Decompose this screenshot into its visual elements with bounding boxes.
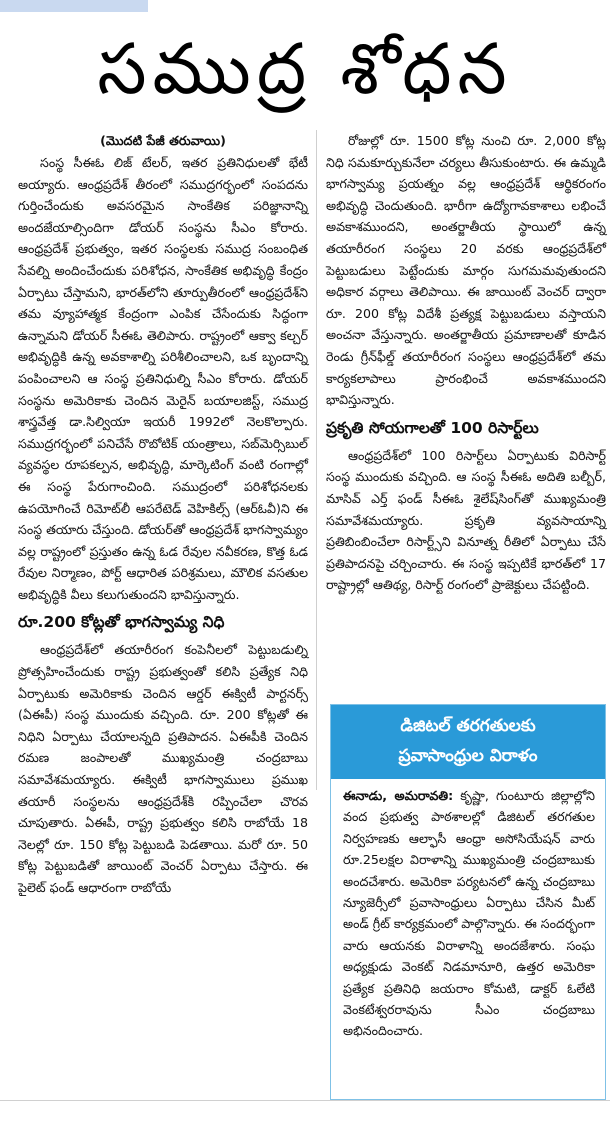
article-paragraph-2: ఆంధ్రప్రదేశ్‌లో తయారీరంగ కంపెనీలలో పెట్టుబడుల్ని ప్రోత్సహించేందుకు రాష్ట్ర ప్రభుత్వంతో కలిసి ప్రత్యేక నిధి ఏర్పాటుకు అమెరికాకు చెందిన ఆర్డర్ ఈక్విటీ పార్టనర్స్ (ఏఈపీ) సంస్థ ముందుకు వచ్చింది. రూ. 200 కోట్లతో ఈ నిధిని ఏర్పాటు చేయాలన్నది ప్రతిపాదన. ఏఈపీకి చెందిన రమణ జంపాలతో ముఖ్యమంత్రి చంద్రబాబు సమావేశమయ్యారు. ఈక్విటీ భాగస్వాములు ప్రముఖ తయారీ సంస్థలను ఆంధ్రప్రదేశ్‌కి రప్పించేలా చొరవ చూపుతారు. ఏఈపీ, రాష్ట్ర ప్రభుత్వం కలిసి రాబోయే 18 నెలల్లో రూ. 150 కోట్ల పెట్టుబడి పెడతాయి. మరో రూ. 50 కోట్ల పెట్టుబడితో జాయింట్ వెంచర్ ఏర్పాటు చేస్తారు. ఈ పైలెట్ ఫండ్ ఆధారంగా రాబోయే bbox=[18, 642, 308, 895]
article-paragraph-4: ఆంధ్రప్రదేశ్‌లో 100 రిసార్ట్‌లు ఏర్పాటుకు విరిసార్ట్ సంస్థ ముందుకు వచ్చింది. ఆ సంస్థ సీఈఓ అదితి బల్బీర్, మాసివ్ ఎర్త్ ఫండ్ సీఈఓ శైలేష్‌సింగ్‌తో ముఖ్యమంత్రి సమావేశమయ్యారు. ప్రకృతి వ్యవసాయాన్ని ప్రతిబింబించేలా రిసార్ట్స్‌ని వినూత్న రీతిలో ఏర్పాటు చేసే ప్రతిపాదనపై చర్చించారు. ఈ సంస్థ ఇప్పటికే భారత్‌లో 17 రాష్ట్రాల్లో ఆతిథ్య, రిసార్ట్ రంగంలో ప్రాజెక్టులు చేపట్టింది. bbox=[326, 447, 606, 593]
continuation-note: (మొదటి పేజీ తరువాయి) bbox=[100, 133, 226, 148]
article-paragraph-1: సంస్థ సీఈఓ లిజ్ టేలర్, ఇతర ప్రతినిధులతో భేటీ అయ్యారు. ఆంధ్రప్రదేశ్ తీరంలో సముద్రగర్భంలో సంపదను గుర్తించేందుకు అవసరమైన సాంకేతిక పరిజ్ఞానాన్ని అందజేయాల్సిందిగా డోయర్ సంస్థను సీఎం కోరారు. ఆంధ్రప్రదేశ్ ప్రభుత్వం, ఇతర సంస్థలకు సముద్ర సంబంధిత సేవల్ని అందించేందుకు పరిశోధన, సాంకేతిక అభివృద్ధి కేంద్రం ఏర్పాటు చేస్తామని, భారత్‌లోని తూర్పుతీరంలో ఆంధ్రప్రదేశ్‌ని తమ వ్యూహాత్మక కేంద్రంగా ఎంపిక చేసేందుకు సిద్ధంగా ఉన్నామని డోయర్ సీఈఓ తెలిపారు. రాష్ట్రంలో ఆక్వా కల్చర్ అభివృద్ధికి ఉన్న అవకాశాల్ని పరిశీలించాలని, ఒక బృందాన్ని పంపించాలని ఆ సంస్థ ప్రతినిధుల్ని సీఎం కోరారు. డోయర్ సంస్థను అమెరికాకు చెందిన మెరైన్ బయాలజిస్ట్, సముద్ర శాస్త్రవేత్త డా.సిల్వియా ఇయరీ 1992లో నెలకొల్పారు. సముద్రగర్భంలో పనిచేసే రొబోటిక్ యంత్రాలు, సబ్‌మెర్సిబుల్ వ్యవస్థల రూపకల్పన, అభివృద్ధి, మార్కెటింగ్ వంటి రంగాల్లో ఈ సంస్థ పేరుగాంచింది. సముద్రంలో పరిశోధనలకు ఉపయోగించే రిమోట్‌లీ ఆపరేటెడ్ వెహికిల్స్ (ఆర్‌ఓవీ)ని ఈ సంస్థ తయారు చేస్తుంది. డోయర్‌తో ఆంధ్రప్రదేశ్ భాగస్వామ్యం వల్ల రాష్ట్రంలో ప్రస్తుతం ఉన్న ఓడ రేవుల నవీకరణ, కొత్త ఓడ రేవుల నిర్మాణం, పోర్ట్ ఆధారిత పరిశ్రమలు, మౌలిక వసతుల అభివృద్ధికి వీలు కలుగుతుందని భావిస్తున్నారు. bbox=[18, 155, 308, 602]
boxed-title-line-2: ప్రవాసాంధ్రుల విరాళం bbox=[398, 746, 538, 766]
subheading-investment-fund: రూ.200 కోట్లతో భాగస్వామ్య నిధి bbox=[18, 613, 225, 632]
boxed-story bbox=[330, 704, 606, 1100]
subheading-resorts: ప్రకృతి సోయగాలతో 100 రిసార్ట్‌లు bbox=[326, 418, 539, 437]
corner-tab bbox=[0, 0, 148, 12]
boxed-title-line-1: డిజిటల్ తరగతులకు bbox=[400, 716, 536, 736]
bottom-rule bbox=[0, 1100, 610, 1101]
boxed-story-title bbox=[331, 705, 605, 779]
article-paragraph-3: రోజుల్లో రూ. 1500 కోట్ల నుంచి రూ. 2,000 కోట్ల నిధి సమకూర్చుకునేలా చర్యలు తీసుకుంటారు. ఈ ఉమ్మడి భాగస్వామ్య ప్రయత్నం వల్ల ఆంధ్రప్రదేశ్ ఆర్థికరంగం అభివృద్ధి చెందుతుంది. భారీగా ఉద్యోగావకాశాలు లభించే అవకాశముందని, అంతర్జాతీయ స్థాయిలో ఉన్న తయారీరంగ సంస్థలు 20 వరకు ఆంధ్రప్రదేశ్‌లో పెట్టుబడులు పెట్టేందుకు మార్గం సుగమమవుతుందని అధికార వర్గాలు తెలిపాయి. ఈ జాయింట్ వెంచర్ ద్వారా రూ. 200 కోట్ల విదేశీ ప్రత్యక్ష పెట్టుబడులు వస్తాయని అంచనా వేస్తున్నారు. అంతర్జాతీయ ప్రమాణాలతో కూడిన రెండు గ్రీన్‌ఫీల్డ్ తయారీరంగ సంస్థలు ఆంధ్రప్రదేశ్‌లో తమ కార్యకలాపాలు ప్రారంభించే అవకాశముందని భావిస్తున్నారు. bbox=[326, 133, 606, 408]
left-column bbox=[18, 130, 308, 899]
headline: సముద్ర శోధన bbox=[97, 28, 513, 110]
column-divider bbox=[316, 130, 317, 790]
boxed-story-body bbox=[331, 779, 605, 1042]
right-column bbox=[326, 130, 606, 596]
dateline: ఈనాడు, అమరావతి: bbox=[343, 788, 454, 803]
boxed-story-text: కృష్ణా, గుంటూరు జిల్లాల్లోని వంద ప్రభుత్వ పాఠశాలల్లో డిజిటల్ తరగతుల నిర్వహణకు ఆల్ఫాసీ ఆంధ్రా అసోసియేషన్ వారు రూ.25లక్షల విరాళాన్ని ముఖ్యమంత్రి చంద్రబాబుకు అందచేశారు. అమెరికా పర్యటనలో ఉన్న చంద్రబాబు న్యూజెర్సీలో ప్రవాసాంధ్రులు ఏర్పాటు చేసిన మీట్ అండ్ గ్రీట్ కార్యక్రమంలో పాల్గొన్నారు. ఈ సందర్భంగా వారు ఆయనకు విరాళాన్ని అందజేశారు. సంఘ అధ్యక్షుడు వెంకట్ నిడమానూరి, ఉత్తర అమెరికా ప్రత్యేక ప్రతినిధి జయరాం కోమటి, డాక్టర్ ఓలేటి వెంకటేశ్వరరావును సీఎం చంద్రబాబు అభినందించారు. bbox=[343, 788, 595, 1039]
